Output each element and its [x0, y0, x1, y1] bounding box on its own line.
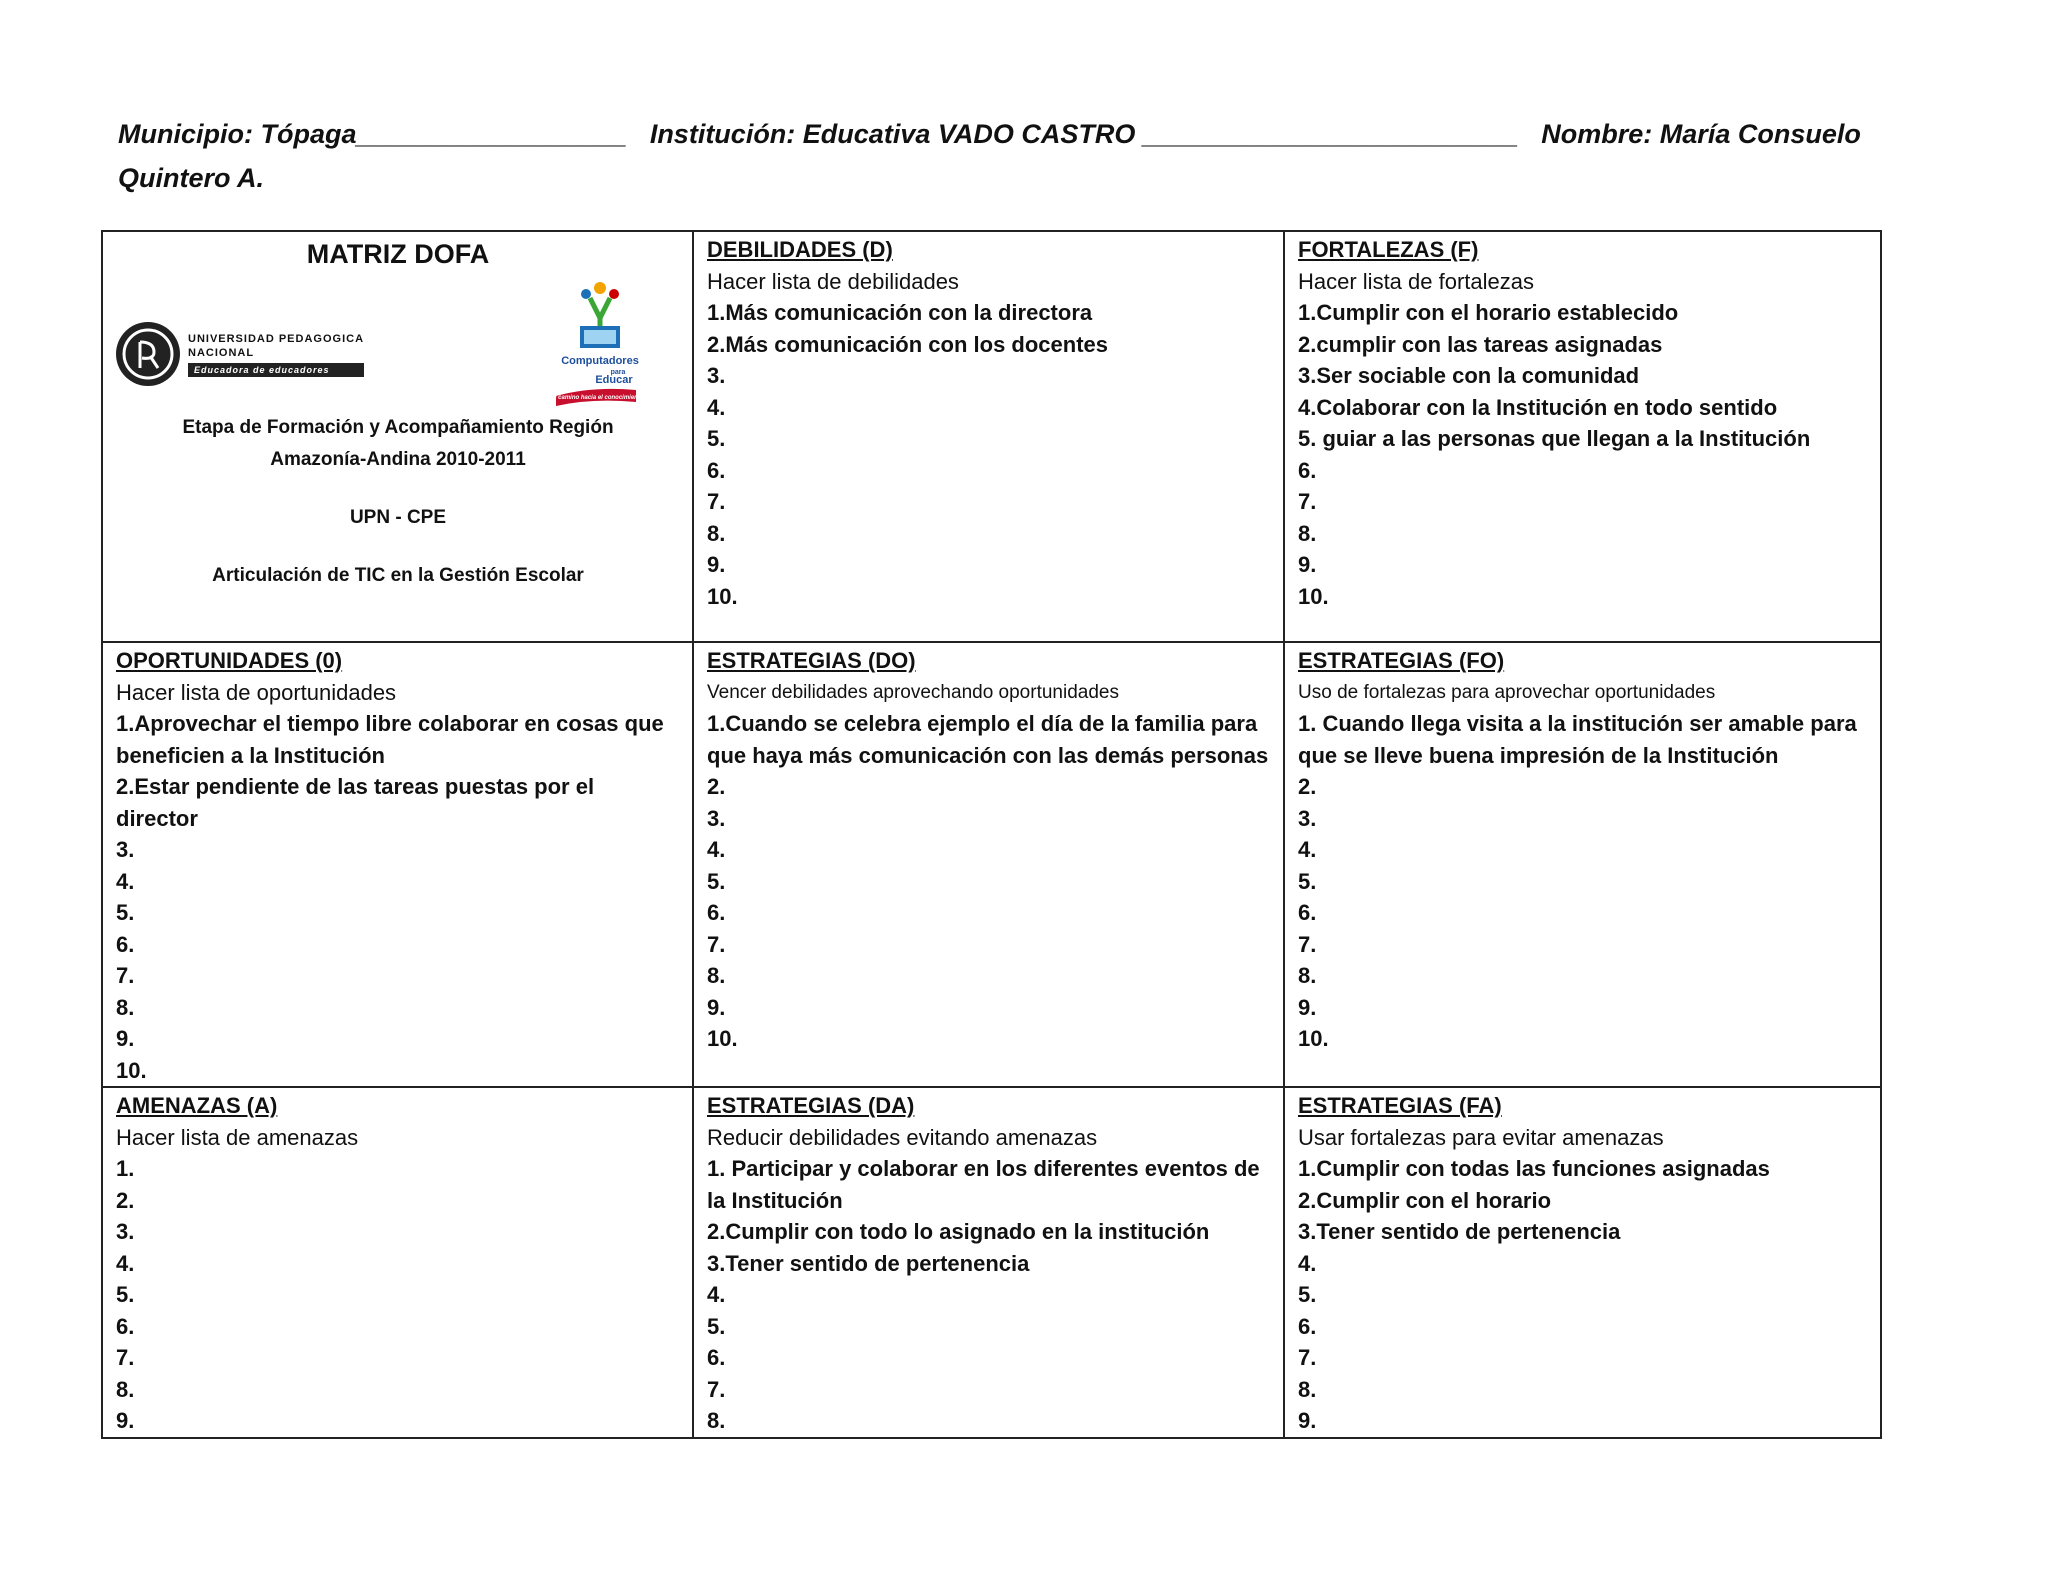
list-item: 7.: [1298, 489, 1317, 514]
document-header: [118, 112, 1898, 200]
list-item: 3.: [1298, 805, 1317, 831]
list-item: 4.: [1298, 837, 1317, 862]
fortalezas-heading: FORTALEZAS (F): [1298, 237, 1479, 262]
list-item: 10.: [707, 1026, 738, 1051]
matrix-title: MATRIZ DOFA: [306, 239, 490, 269]
list-item: 4.: [707, 837, 726, 862]
list-item: 1.Cuando se celebra ejemplo el día de la familia para que haya más comunicación con las demás personas: [707, 711, 1269, 768]
list-item: 4.: [707, 394, 726, 420]
list-item: 9.: [1298, 1408, 1317, 1433]
estrategias-fo-subtitle: Uso de fortalezas para aprovechar oportunidades: [1298, 681, 1716, 703]
list-item: 6.: [707, 900, 726, 925]
list-item: 6.: [116, 1313, 135, 1339]
list-item: 10.: [1298, 583, 1329, 609]
list-item: 8.: [707, 520, 726, 546]
oportunidades-subtitle: Hacer lista de oportunidades: [116, 679, 397, 705]
list-item: 9.: [1298, 552, 1317, 577]
cover-line4: Articulación de TIC en la Gestión Escolar: [212, 565, 584, 586]
fortalezas-cell: [1284, 231, 1881, 642]
cpe-line3: Educar: [595, 374, 633, 386]
list-item: 10.: [1298, 1026, 1329, 1051]
list-item: 7.: [707, 1376, 726, 1402]
debilidades-subtitle: Hacer lista de debilidades: [707, 268, 959, 294]
list-item: 3.Ser sociable con la comunidad: [1298, 363, 1640, 388]
list-item: 2.Cumplir con todo lo asignado en la institución: [707, 1219, 1210, 1244]
list-item: 5.: [116, 900, 135, 925]
list-item: 8.: [707, 963, 726, 988]
list-item: 4.: [116, 868, 135, 894]
list-item: 1. Cuando llega visita a la institución ser amable para que se lleve buena impresión de la Institución: [1298, 711, 1857, 768]
debilidades-heading: DEBILIDADES (D): [707, 237, 893, 262]
fortalezas-subtitle: Hacer lista de fortalezas: [1298, 268, 1534, 294]
upn-line2: NACIONAL: [188, 346, 255, 359]
list-item: 9.: [116, 1026, 135, 1051]
list-item: 3.: [116, 837, 135, 862]
oportunidades-cell: [102, 642, 693, 1087]
list-item: 8.: [1298, 520, 1317, 546]
estrategias-do-subtitle: Vencer debilidades aprovechando oportunidades: [707, 681, 1119, 703]
list-item: 7.: [116, 1345, 135, 1370]
list-item: 6.: [1298, 457, 1317, 483]
list-item: 8.: [1298, 963, 1317, 988]
estrategias-fo-heading: ESTRATEGIAS (FO): [1298, 648, 1505, 673]
list-item: 3.: [116, 1219, 135, 1244]
estrategias-do-cell: [693, 642, 1284, 1087]
list-item: 6.: [1298, 1313, 1317, 1339]
list-item: 2.Más comunicación con los docentes: [707, 331, 1108, 357]
estrategias-fa-cell: [1284, 1087, 1881, 1438]
list-item: 7.: [1298, 931, 1317, 957]
list-item: 9.: [1298, 994, 1317, 1020]
cpe-banner: Un camino hacia el conocimiento: [552, 395, 644, 401]
amenazas-heading: AMENAZAS (A): [116, 1093, 278, 1118]
list-item: 2.Cumplir con el horario: [1298, 1187, 1552, 1213]
amenazas-cell: [102, 1087, 693, 1438]
list-item: 5.: [1298, 1282, 1317, 1307]
nombre-label: Nombre: María Consuelo Quintero A.: [118, 119, 1861, 193]
list-item: 7.: [116, 963, 135, 988]
list-item: 6.: [116, 931, 135, 957]
list-item: 8.: [116, 1376, 135, 1402]
list-item: 8.: [116, 994, 135, 1020]
cpe-line1: Computadores: [561, 355, 639, 367]
list-item: 7.: [1298, 1345, 1317, 1370]
list-item: 5.: [707, 426, 726, 451]
list-item: 10.: [116, 1057, 147, 1083]
estrategias-da-subtitle: Reducir debilidades evitando amenazas: [707, 1124, 1098, 1150]
estrategias-fa-subtitle: Usar fortalezas para evitar amenazas: [1298, 1124, 1664, 1150]
list-item: 9.: [707, 552, 726, 577]
list-item: 1. Participar y colaborar en los diferentes eventos de la Institución: [707, 1156, 1260, 1213]
amenazas-subtitle: Hacer lista de amenazas: [116, 1124, 359, 1150]
list-item: 6.: [707, 1345, 726, 1370]
list-item: 3.Tener sentido de pertenencia: [1298, 1219, 1621, 1244]
list-item: 6.: [707, 457, 726, 483]
list-item: 1.: [116, 1156, 135, 1181]
list-item: 8.: [1298, 1376, 1317, 1402]
upn-line1: UNIVERSIDAD PEDAGOGICA: [188, 332, 365, 345]
list-item: 9.: [707, 994, 726, 1020]
upn-seal-icon: [116, 322, 180, 386]
list-item: 4.Colaborar con la Institución en todo sentido: [1298, 394, 1778, 420]
list-item: 4.: [707, 1282, 726, 1307]
oportunidades-heading: OPORTUNIDADES (0): [116, 648, 343, 673]
estrategias-fa-heading: ESTRATEGIAS (FA): [1298, 1093, 1502, 1118]
estrategias-da-heading: ESTRATEGIAS (DA): [707, 1093, 915, 1118]
list-item: 5. guiar a las personas que llegan a la Institución: [1298, 426, 1811, 451]
list-item: 1.Más comunicación con la directora: [707, 300, 1093, 325]
institucion-label: Institución: Educativa VADO CASTRO _________________________: [649, 119, 1519, 149]
list-item: 2.: [707, 774, 726, 799]
cpe-logo: [552, 278, 662, 408]
list-item: 10.: [707, 583, 738, 609]
municipio-label: Municipio: Tópaga__________________: [118, 119, 627, 149]
cover-line2: Amazonía-Andina 2010-2011: [270, 449, 526, 470]
list-item: 3.Tener sentido de pertenencia: [707, 1250, 1030, 1276]
cover-line3: UPN - CPE: [349, 507, 447, 528]
list-item: 2.: [116, 1187, 135, 1213]
list-item: 1.Aprovechar el tiempo libre colaborar en cosas que beneficien a la Institución: [116, 711, 664, 768]
list-item: 2.cumplir con las tareas asignadas: [1298, 331, 1663, 357]
list-item: 3.: [707, 805, 726, 831]
list-item: 2.: [1298, 774, 1317, 799]
list-item: 5.: [707, 1313, 726, 1339]
list-item: 7.: [707, 489, 726, 514]
estrategias-fo-cell: [1284, 642, 1881, 1087]
cover-line1: Etapa de Formación y Acompañamiento Región: [182, 417, 614, 438]
upn-motto: Educadora de educadores: [188, 363, 364, 377]
list-item: 5.: [116, 1282, 135, 1307]
list-item: 9.: [116, 1408, 135, 1433]
cover-cell: [102, 231, 693, 642]
list-item: 5.: [707, 868, 726, 894]
dofa-matrix: [101, 230, 1882, 1439]
cpe-line2: para: [610, 369, 626, 376]
list-item: 3.: [707, 363, 726, 388]
list-item: 6.: [1298, 900, 1317, 925]
list-item: 2.Estar pendiente de las tareas puestas por el director: [116, 774, 595, 831]
list-item: 1.Cumplir con el horario establecido: [1298, 300, 1679, 325]
upn-logo: [116, 322, 364, 386]
list-item: 4.: [1298, 1250, 1317, 1276]
cpe-figure-icon: [552, 278, 662, 408]
list-item: 7.: [707, 931, 726, 957]
list-item: 5.: [1298, 868, 1317, 894]
logos: [116, 272, 680, 412]
list-item: 8.: [707, 1408, 726, 1433]
estrategias-do-heading: ESTRATEGIAS (DO): [707, 648, 916, 673]
list-item: 1.Cumplir con todas las funciones asignadas: [1298, 1156, 1770, 1181]
list-item: 4.: [116, 1250, 135, 1276]
estrategias-da-cell: [693, 1087, 1284, 1438]
debilidades-cell: [693, 231, 1284, 642]
